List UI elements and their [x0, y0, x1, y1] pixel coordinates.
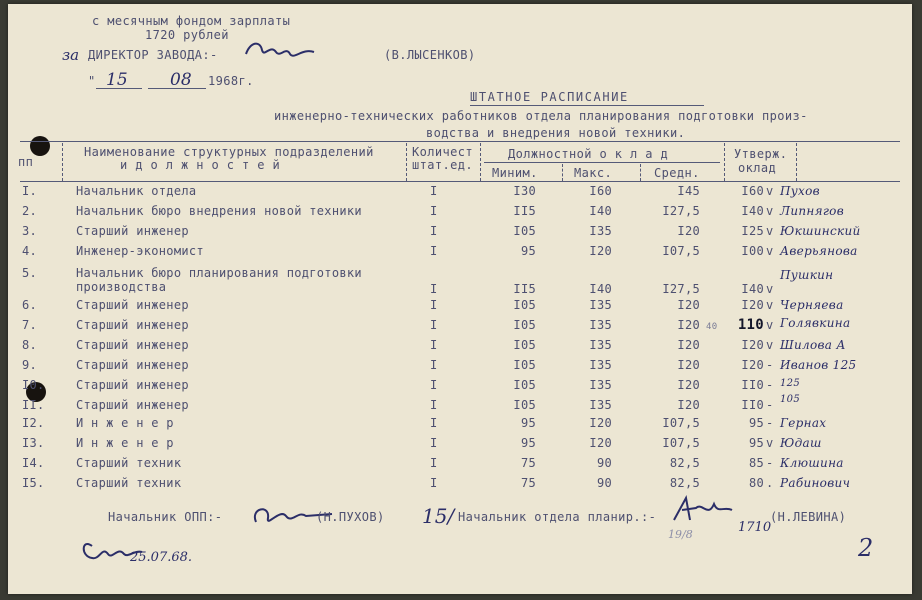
table-cell: Голявкина	[780, 316, 851, 330]
table-cell: I20	[741, 338, 764, 352]
footer-left-label: Начальник ОПП:-	[108, 510, 223, 524]
table-cell: Пушкин	[780, 268, 834, 282]
table-cell: Старший инженер	[76, 298, 189, 312]
table-cell: Инженер-экономист	[76, 244, 204, 258]
table-row	[8, 264, 912, 296]
date-year: 1968г.	[208, 74, 254, 88]
table-header-rule	[20, 181, 900, 182]
table-top-rule	[20, 141, 900, 142]
table-cell: 75	[520, 476, 536, 490]
director-label: ДИРЕКТОР ЗАВОДА:-	[88, 48, 218, 62]
footer-right-name: (Н.ЛЕВИНА)	[770, 510, 847, 524]
table-cell: -	[766, 398, 774, 412]
table-cell: Старший инженер	[76, 378, 189, 392]
table-cell: 82,5	[669, 456, 700, 470]
col-qty-header: Количест	[412, 145, 473, 159]
table-cell: производства	[76, 280, 167, 294]
table-cell: I20	[589, 416, 612, 430]
table-cell: I	[430, 318, 438, 332]
table-cell: 95	[520, 416, 536, 430]
table-cell: Аверьянова	[780, 244, 858, 258]
table-cell: II0	[741, 378, 764, 392]
table-cell: I20	[677, 378, 700, 392]
date-quote: "	[88, 74, 96, 88]
col-max-header: Макс.	[574, 166, 613, 180]
table-cell: v	[766, 244, 774, 258]
document-title: ШТАТНОЕ РАСПИСАНИЕ	[470, 90, 629, 104]
director-signature	[240, 36, 320, 66]
table-cell: 85	[748, 456, 764, 470]
footer-left-name: (Н.ПУХОВ)	[316, 510, 385, 524]
table-row	[8, 394, 912, 417]
table-cell: II.	[22, 398, 45, 412]
col-qty-header-2: штат.ед.	[412, 158, 473, 172]
table-cell: I35	[589, 338, 612, 352]
table-cell: 6.	[22, 298, 38, 312]
table-cell: I05	[513, 318, 536, 332]
col-num-header: пп	[18, 155, 34, 169]
date-day: 15	[106, 70, 128, 90]
table-cell: I	[430, 436, 438, 450]
director-name: (В.ЛЫСЕНКОВ)	[384, 48, 476, 62]
table-cell: I25	[741, 224, 764, 238]
table-cell: I40	[741, 204, 764, 218]
table-cell: 90	[596, 476, 612, 490]
table-cell: -	[766, 378, 774, 392]
table-cell: -	[766, 416, 774, 430]
table-row	[8, 184, 912, 203]
table-cell: I60	[741, 184, 764, 198]
col-salary-group-header: Должностной о к л а д	[508, 147, 669, 161]
table-cell: I07,5	[662, 436, 700, 450]
table-cell: I05	[513, 378, 536, 392]
table-cell: I20	[677, 338, 700, 352]
table-cell: I20	[677, 358, 700, 372]
table-row	[8, 358, 912, 377]
table-cell: I35	[589, 398, 612, 412]
table-cell: I30	[513, 184, 536, 198]
table-cell: I20	[677, 298, 700, 312]
table-cell: И н ж е н е р	[76, 416, 174, 430]
table-cell: I05	[513, 358, 536, 372]
table-cell: I20	[677, 224, 700, 238]
table-row	[8, 244, 912, 263]
table-cell: Иванов 125	[780, 358, 857, 372]
table-cell: I07,5	[662, 416, 700, 430]
table-cell: -	[766, 456, 774, 470]
table-cell: 125	[780, 378, 800, 389]
col-min-header: Миним.	[492, 166, 538, 180]
table-cell: I20	[741, 358, 764, 372]
corner-mark: 2	[858, 534, 874, 562]
table-cell: v	[766, 204, 774, 218]
table-cell: Клюшина	[780, 456, 844, 470]
table-cell: I20	[741, 298, 764, 312]
table-cell: 8.	[22, 338, 38, 352]
table-cell: I3.	[22, 436, 45, 450]
table-cell: Старший техник	[76, 476, 182, 490]
table-cell: 5.	[22, 266, 38, 280]
table-cell: I60	[589, 184, 612, 198]
table-cell: 4.	[22, 244, 38, 258]
footer-right-note: 1710	[738, 520, 772, 535]
table-row	[8, 318, 912, 337]
table-cell: I	[430, 224, 438, 238]
table-row	[8, 456, 912, 475]
table-cell: I35	[589, 318, 612, 332]
title-line2: водства и внедрения новой техники.	[426, 126, 686, 140]
table-cell: I	[430, 398, 438, 412]
table-cell: I20	[589, 244, 612, 258]
table-cell: 7.	[22, 318, 38, 332]
table-cell: Старший инженер	[76, 338, 189, 352]
table-cell: Юкшинский	[780, 224, 861, 238]
table-cell: I35	[589, 298, 612, 312]
table-cell: Начальник бюро внедрения новой техники	[76, 204, 362, 218]
bottom-date: 25.07.68.	[130, 550, 193, 565]
table-cell: I	[430, 282, 438, 296]
table-cell: I	[430, 476, 438, 490]
table-cell: Юдаш	[780, 436, 822, 450]
table-cell: 95	[520, 436, 536, 450]
table-cell: I27,5	[662, 282, 700, 296]
table-row	[8, 378, 912, 397]
stamp-note: 19/8	[668, 528, 693, 541]
table-row	[8, 416, 912, 435]
table-row	[8, 476, 912, 495]
table-cell: I20	[677, 398, 700, 412]
table-cell: Старший инженер	[76, 358, 189, 372]
table-cell: I20	[589, 436, 612, 450]
table-cell: I	[430, 358, 438, 372]
table-cell: 9.	[22, 358, 38, 372]
table-cell: I5.	[22, 476, 45, 490]
table-cell: И н ж е н е р	[76, 436, 174, 450]
table-cell: v	[766, 338, 774, 352]
table-cell: I	[430, 338, 438, 352]
title-line1: инженерно-технических работников отдела планирования подготовки произ-	[274, 109, 808, 123]
table-cell: v	[766, 298, 774, 312]
table-cell: I35	[589, 378, 612, 392]
table-cell: I45	[677, 184, 700, 198]
table-cell: v	[766, 184, 774, 198]
punch-hole	[30, 136, 50, 156]
table-cell: I27,5	[662, 204, 700, 218]
table-cell: 82,5	[669, 476, 700, 490]
table-cell: v	[766, 224, 774, 238]
table-row	[8, 204, 912, 223]
table-cell: I35	[589, 358, 612, 372]
table-cell: I05	[513, 338, 536, 352]
col-approved-header-2: оклад	[738, 161, 777, 175]
table-cell: Черняева	[780, 298, 844, 312]
table-cell: Рабинович	[780, 476, 851, 490]
table-cell: Пухов	[780, 184, 820, 198]
table-cell: I0.	[22, 378, 45, 392]
footer-right-label: Начальник отдела планир.:-	[458, 510, 657, 524]
table-cell: I20	[677, 318, 700, 332]
table-cell: I	[430, 416, 438, 430]
col-name-header-2: и д о л ж н о с т е й	[120, 158, 281, 172]
margin-note: 40	[706, 322, 718, 332]
table-cell: I4.	[22, 456, 45, 470]
table-cell: I00	[741, 244, 764, 258]
table-cell: I05	[513, 298, 536, 312]
col-approved-header: Утверж.	[734, 147, 788, 161]
za-mark: за	[62, 46, 80, 64]
table-cell: I05	[513, 398, 536, 412]
table-cell: 3.	[22, 224, 38, 238]
document-page	[8, 4, 912, 594]
table-cell: 95	[520, 244, 536, 258]
table-cell: v	[766, 318, 774, 332]
date-month: 08	[170, 70, 192, 90]
table-cell: .	[766, 476, 774, 490]
table-cell: 80	[748, 476, 764, 490]
table-cell: Липнягов	[780, 204, 844, 218]
table-cell: I.	[22, 184, 38, 198]
col-name-header: Наименование структурных подразделений	[84, 145, 374, 159]
table-cell: v	[766, 436, 774, 450]
fund-line: с месячным фондом зарплаты	[92, 14, 291, 28]
table-cell: 105	[780, 394, 800, 405]
table-cell: I	[430, 378, 438, 392]
table-row	[8, 338, 912, 357]
table-cell: I40	[589, 282, 612, 296]
table-cell: 110	[737, 317, 764, 333]
table-cell: II0	[741, 398, 764, 412]
table-cell: Начальник отдела	[76, 184, 197, 198]
table-cell: 95	[748, 416, 764, 430]
table-cell: v	[766, 282, 774, 296]
col-avg-header: Средн.	[654, 166, 700, 180]
table-cell: II5	[513, 204, 536, 218]
table-cell: I2.	[22, 416, 45, 430]
table-cell: Старший техник	[76, 456, 182, 470]
table-cell: I07,5	[662, 244, 700, 258]
fund-amount: 1720 рублей	[145, 28, 229, 42]
table-cell: -	[766, 358, 774, 372]
table-cell: I	[430, 298, 438, 312]
table-cell: Старший инженер	[76, 318, 189, 332]
right-signature	[668, 492, 738, 528]
table-cell: 90	[596, 456, 612, 470]
table-cell: Старший инженер	[76, 398, 189, 412]
table-row	[8, 298, 912, 317]
table-cell: I	[430, 244, 438, 258]
table-cell: Гернах	[780, 416, 827, 430]
table-cell: I	[430, 204, 438, 218]
table-cell: 75	[520, 456, 536, 470]
table-cell: I	[430, 184, 438, 198]
table-cell: Старший инженер	[76, 224, 189, 238]
table-row	[8, 224, 912, 243]
table-cell: I35	[589, 224, 612, 238]
table-cell: I	[430, 456, 438, 470]
table-cell: Шилова А	[780, 338, 846, 352]
table-cell: 95	[748, 436, 764, 450]
table-cell: 2.	[22, 204, 38, 218]
table-cell: I40	[589, 204, 612, 218]
table-cell: I40	[741, 282, 764, 296]
footer-mid-mark: 15/	[422, 504, 455, 528]
table-row	[8, 436, 912, 455]
table-cell: I05	[513, 224, 536, 238]
table-cell: Начальник бюро планирования подготовки	[76, 266, 362, 280]
table-cell: II5	[513, 282, 536, 296]
